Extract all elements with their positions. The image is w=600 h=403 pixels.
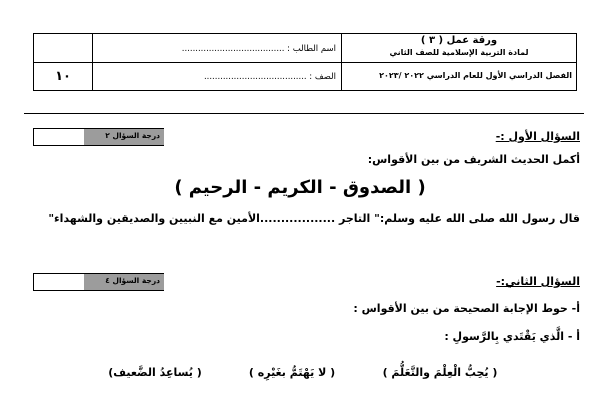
header-table: [33, 33, 577, 91]
q1-sentence: قال رسول الله صلى الله عليه وسلم:" التاجر ..................الأمين مع النبيين والصديقين والشهداء": [48, 212, 580, 225]
q1-grade-box: [33, 128, 164, 146]
q2-grade-input[interactable]: [34, 274, 83, 290]
worksheet-subject: لمادة التربية الإسلامية للصف الثاني: [389, 48, 529, 57]
header-divider: [34, 62, 576, 63]
student-name-field: اسم الطالب : ......................................: [181, 44, 336, 54]
q1-instruction: أكمل الحديث الشريف من بين الأقواس:: [367, 153, 580, 166]
term-line: الفصل الدراسي الأول للعام الدراسي ٢٠٢٢ /٢٠٢٣: [379, 71, 572, 80]
q2-choice-1[interactable]: ( يُحِبُّ الْعِلْمَ والتَّعَلُّمَ ): [382, 366, 498, 379]
section-separator: [24, 113, 584, 114]
q2-instruction: أ- حوط الإجابة الصحيحة من بين الأقواس :: [353, 302, 580, 315]
class-field: الصف : ......................................: [203, 72, 336, 82]
total-score: ١٠: [55, 69, 71, 84]
q1-grade-label: درجة السؤال ٢: [105, 131, 160, 140]
q1-grade-input[interactable]: [34, 129, 83, 145]
q2-title: السؤال الثاني:-: [496, 275, 580, 288]
q2-grade-box: [33, 273, 164, 291]
q1-options: ( الصدوق - الكريم - الرحيم ): [174, 177, 426, 198]
q2-grade-label: درجة السؤال ٤: [105, 276, 160, 285]
q2-choice-3[interactable]: ( يُساعِدُ الضَّعيف): [108, 366, 202, 379]
q2-item-a: أ - الَّذي يَقْتَدي بِالرَّسولِ :: [444, 330, 580, 343]
q1-title: السؤال الأول :-: [495, 130, 580, 143]
worksheet-title: ورقة عمل ( ٣ ): [420, 35, 498, 46]
q2-choice-2[interactable]: ( لا يَهْتَمُّ بغَيْرِه ): [248, 366, 336, 379]
